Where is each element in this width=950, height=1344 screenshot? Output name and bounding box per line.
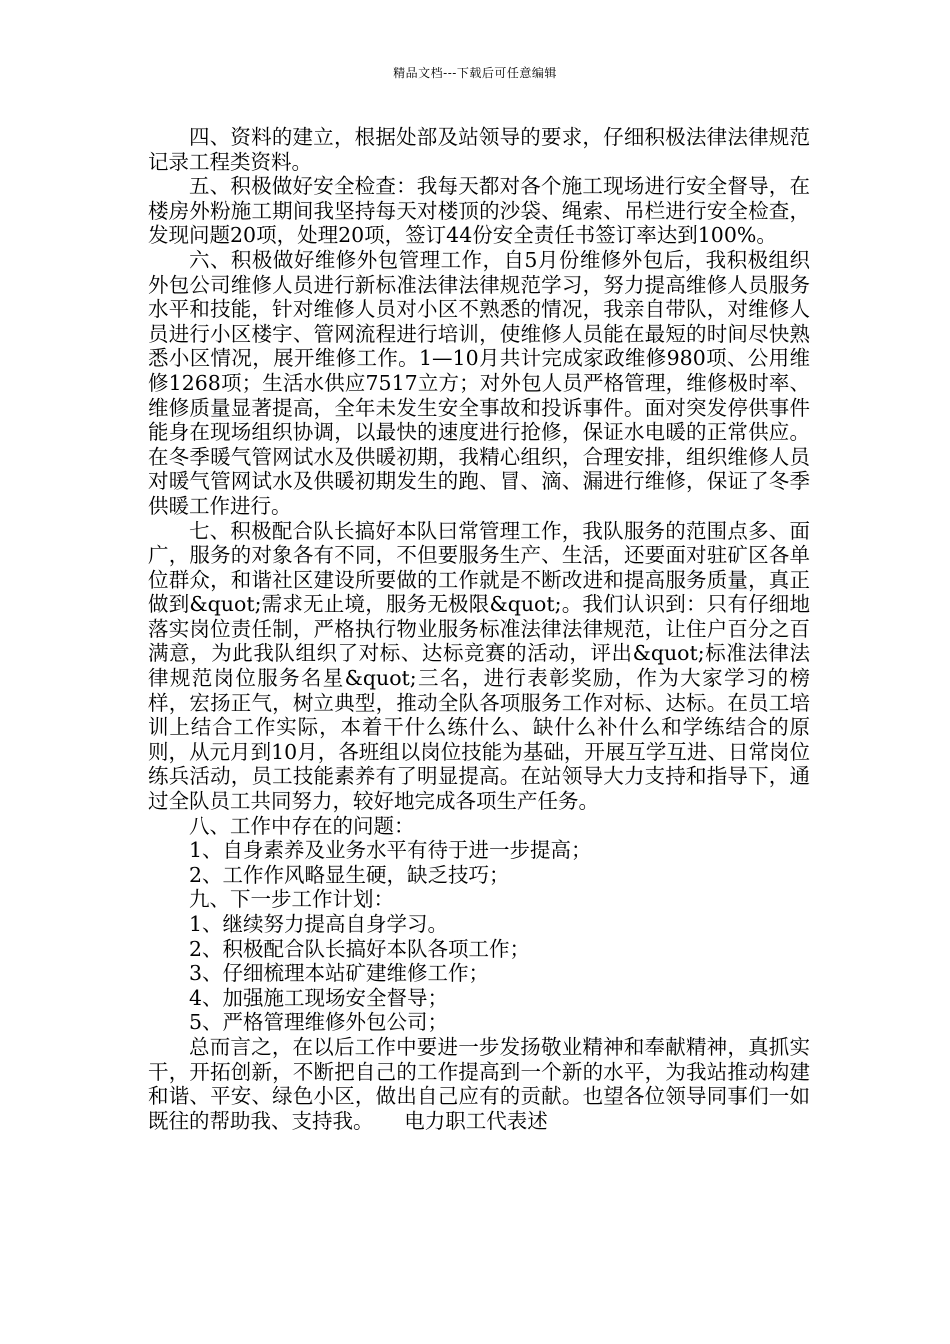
- plan-item: 5、严格管理维修外包公司；: [189, 1010, 449, 1035]
- paragraph-records: 四、资料的建立，根据处部及站领导的要求，仔细积极法律法律规范记录工程类资料。: [148, 125, 810, 174]
- problem-item: 1、自身素养及业务水平有待于进一步提高；: [189, 838, 592, 863]
- paragraph-conclusion: 总而言之，在以后工作中要进一步发扬敬业精神和奉献精神，真抓实干，开拓创新，不断把自己的工作提高到一个新的水平，为我站推动构建和谐、平安、绿色小区，做出自己应有的贡献。也望各位领导同事们一如既往的帮助我、支持我。 电力职工代表述: [148, 1034, 810, 1133]
- plan-item: 2、积极配合队长搞好本队各项工作；: [189, 936, 531, 961]
- plan-item: 1、继续努力提高自身学习。: [189, 912, 449, 936]
- problems-heading: 八、工作中存在的问题：: [189, 813, 415, 838]
- plan-heading: 九、下一步工作计划：: [189, 887, 394, 912]
- paragraph-maintenance-outsourcing: 六、积极做好维修外包管理工作，自5月份维修外包后，我积极组织外包公司维修人员进行新标准法律法律规范学习，努力提高维修人员服务水平和技能，针对维修人员对小区不熟悉的情况，我亲自带队，对维修人员进行小区楼宇、管网流程进行培训，使维修人员能在最短的时间尽快熟悉小区情况，展开维修工作。1—10月共计完成家政维修980项、公用维修1268项；生活水供应7517立方；对外包人员严格管理，维修极时率、维修质量显著提高，全年未发生安全事故和投诉事件。面对突发停供事件能身在现场组织协调，以最快的速度进行抢修，保证水电暖的正常供应。在冬季暖气管网试水及供暖初期，我精心组织，合理安排，组织维修人员对暖气管网试水及供暖初期发生的跑、冒、滴、漏进行维修，保证了冬季供暖工作进行。: [148, 247, 810, 518]
- problem-item: 2、工作作风略显生硬，缺乏技巧；: [189, 862, 510, 887]
- paragraph-daily-management: 七、积极配合队长搞好本队曰常管理工作，我队服务的范围点多、面广，服务的对象各有不同，不但要服务生产、生活，还要面对驻矿区各单位群众，和谐社区建设所要做的工作就是不断改进和提高服务质量，真正做到&quot;需求无止境，服务无极限&quot;。我们认识到：只有仔细地落实岗位责任制，严格执行物业服务标准法律法律规范，让住户百分之百满意，为此我队组织了对标、达标竞赛的活动，评出&quot;标准法律法律规范岗位服务名星&quot;三名，进行表彰奖励，作为大家学习的榜样，宏扬正气，树立典型，推动全队各项服务工作对标、达标。在员工培训上结合工作实际，本着干什么练什么、缺什么补什么和学练结合的原则，从元月到10月，各班组以岗位技能为基础，开展互学互进、日常岗位练兵活动，员工技能素养有了明显提高。在站领导大力支持和指导下，通过全队员工共同努力，较好地完成各项生产任务。: [148, 518, 810, 814]
- page-header: 精品文档---下载后可任意编辑: [393, 66, 557, 80]
- plan-item: 3、仔细梳理本站矿建维修工作；: [189, 961, 490, 986]
- paragraph-safety-check: 五、积极做好安全检查：我每天都对各个施工现场进行安全督导，在楼房外粉施工期间我坚持每天对楼顶的沙袋、绳索、吊栏进行安全检查，发现问题20项，处理20项，签订44份安全责任书签订率达到100%。: [148, 174, 810, 248]
- document-body: [148, 125, 810, 1133]
- plan-item: 4、加强施工现场安全督导；: [189, 985, 449, 1010]
